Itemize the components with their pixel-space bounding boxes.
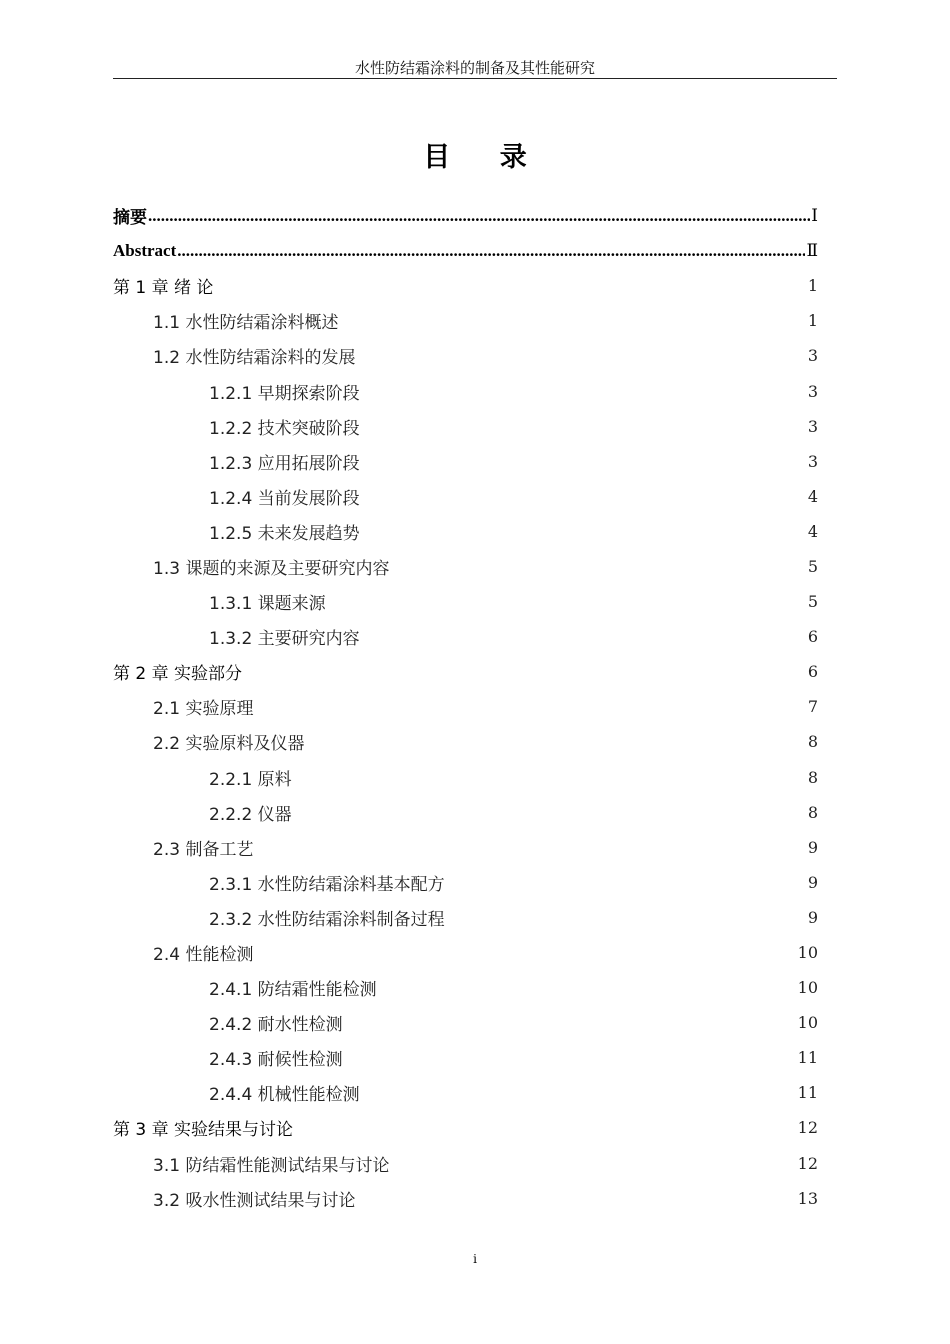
toc-entry-label: Abstract [113, 240, 177, 260]
toc-chapter-entry[interactable] [113, 268, 818, 303]
toc-section-entry[interactable] [113, 303, 818, 338]
toc-entry-abstract-en[interactable] [113, 233, 818, 268]
toc-entry-label: 2.1 实验原理 [153, 699, 254, 720]
toc-entry-label: 1.2.2 技术突破阶段 [209, 418, 360, 439]
toc-chapter-entry[interactable] [113, 1110, 818, 1145]
header-title: 水性防结霜涂料的制备及其性能研究 [354, 59, 595, 77]
toc-entry-label: 2.4.1 防结霜性能检测 [209, 980, 377, 1001]
toc-section-entry[interactable] [113, 549, 818, 584]
toc-entry-abstract-cn[interactable] [113, 198, 818, 233]
toc-entry-label: 摘要 [113, 208, 147, 228]
toc-entry-label: 3.1 防结霜性能测试结果与讨论 [153, 1155, 390, 1176]
toc-entry-page: 3 [807, 346, 818, 366]
toc-entry-label: 第 1 章 绪 论 [113, 278, 214, 299]
toc-entry-label: 2.4.2 耐水性检测 [209, 1015, 343, 1036]
toc-entry-label: 2.2.2 仪器 [209, 804, 292, 825]
toc-entry-page: 13 [797, 1188, 818, 1208]
toc-entry-page: 10 [797, 943, 818, 963]
toc-entry-label: 3.2 吸水性测试结果与讨论 [153, 1190, 356, 1211]
toc-entry-page: 10 [797, 1013, 818, 1033]
toc-entry-page: Ⅰ [811, 205, 818, 226]
toc-chapter-entry[interactable] [113, 654, 818, 689]
toc-entry-page: 8 [807, 732, 818, 752]
toc-entry-list [113, 268, 818, 1216]
toc-section-entry[interactable] [113, 900, 818, 935]
toc-section-entry[interactable] [113, 338, 818, 373]
toc-section-entry[interactable] [113, 724, 818, 759]
toc-section-entry[interactable] [113, 584, 818, 619]
toc-entry-label: 2.3.2 水性防结霜涂料制备过程 [209, 909, 445, 930]
toc-entry-page: 8 [807, 767, 818, 787]
toc-section-entry[interactable] [113, 970, 818, 1005]
table-of-contents [113, 198, 818, 1216]
toc-section-entry[interactable] [113, 514, 818, 549]
toc-section-entry[interactable] [113, 619, 818, 654]
toc-entry-page: 9 [807, 907, 818, 927]
toc-entry-page: 1 [807, 311, 818, 331]
toc-entry-page: 1 [807, 276, 818, 296]
toc-entry-page: 6 [807, 627, 818, 647]
toc-heading: 目 录 [423, 142, 547, 173]
toc-entry-label: 2.4 性能检测 [153, 945, 254, 966]
toc-entry-label: 1.2.4 当前发展阶段 [209, 488, 360, 509]
toc-entry-label: 2.3.1 水性防结霜涂料基本配方 [209, 874, 445, 895]
toc-entry-label: 第 3 章 实验结果与讨论 [113, 1120, 294, 1141]
toc-entry-label: 1.1 水性防结霜涂料概述 [153, 313, 339, 334]
toc-entry-label: 2.4.4 机械性能检测 [209, 1085, 360, 1106]
toc-section-entry[interactable] [113, 1040, 818, 1075]
toc-section-entry[interactable] [113, 444, 818, 479]
dot-leader [148, 206, 810, 226]
toc-entry-label: 1.3 课题的来源及主要研究内容 [153, 558, 390, 579]
toc-entry-label: 2.2.1 原料 [209, 769, 292, 790]
header-divider [113, 78, 837, 79]
toc-section-entry[interactable] [113, 689, 818, 724]
toc-section-entry[interactable] [113, 373, 818, 408]
toc-entry-label: 1.2.1 早期探索阶段 [209, 383, 360, 404]
toc-section-entry[interactable] [113, 409, 818, 444]
toc-entry-label: 1.2 水性防结霜涂料的发展 [153, 348, 356, 369]
toc-section-entry[interactable] [113, 479, 818, 514]
toc-entry-label: 2.3 制备工艺 [153, 839, 254, 860]
toc-entry-page: 8 [807, 802, 818, 822]
toc-entry-label: 1.2.3 应用拓展阶段 [209, 453, 360, 474]
toc-section-entry[interactable] [113, 760, 818, 795]
toc-entry-page: 11 [797, 1083, 818, 1103]
toc-section-entry[interactable] [113, 830, 818, 865]
toc-section-entry[interactable] [113, 1005, 818, 1040]
toc-entry-page: 5 [807, 592, 818, 612]
toc-section-entry[interactable] [113, 1146, 818, 1181]
toc-section-entry[interactable] [113, 1181, 818, 1216]
toc-entry-label: 1.3.2 主要研究内容 [209, 629, 360, 650]
toc-section-entry[interactable] [113, 935, 818, 970]
toc-entry-page: Ⅱ [806, 240, 818, 261]
toc-section-entry[interactable] [113, 1075, 818, 1110]
toc-entry-page: 4 [807, 521, 818, 541]
toc-entry-page: 10 [797, 978, 818, 998]
toc-entry-page: 9 [807, 837, 818, 857]
toc-entry-page: 5 [807, 556, 818, 576]
page-number: i [473, 1252, 477, 1266]
toc-entry-page: 12 [797, 1153, 818, 1173]
toc-entry-page: 3 [807, 451, 818, 471]
toc-section-entry[interactable] [113, 795, 818, 830]
toc-entry-label: 1.2.5 未来发展趋势 [209, 523, 360, 544]
toc-entry-page: 7 [807, 697, 818, 717]
toc-entry-page: 11 [797, 1048, 818, 1068]
toc-entry-label: 第 2 章 实验部分 [113, 664, 243, 685]
toc-entry-label: 1.3.1 课题来源 [209, 594, 326, 615]
toc-entry-page: 9 [807, 872, 818, 892]
dot-leader [177, 241, 805, 261]
toc-section-entry[interactable] [113, 865, 818, 900]
toc-entry-label: 2.2 实验原料及仪器 [153, 734, 305, 755]
toc-entry-label: 2.4.3 耐候性检测 [209, 1050, 343, 1071]
toc-entry-page: 6 [807, 662, 818, 682]
toc-entry-page: 3 [807, 416, 818, 436]
toc-entry-page: 4 [807, 486, 818, 506]
toc-entry-page: 3 [807, 381, 818, 401]
toc-entry-page: 12 [797, 1118, 818, 1138]
